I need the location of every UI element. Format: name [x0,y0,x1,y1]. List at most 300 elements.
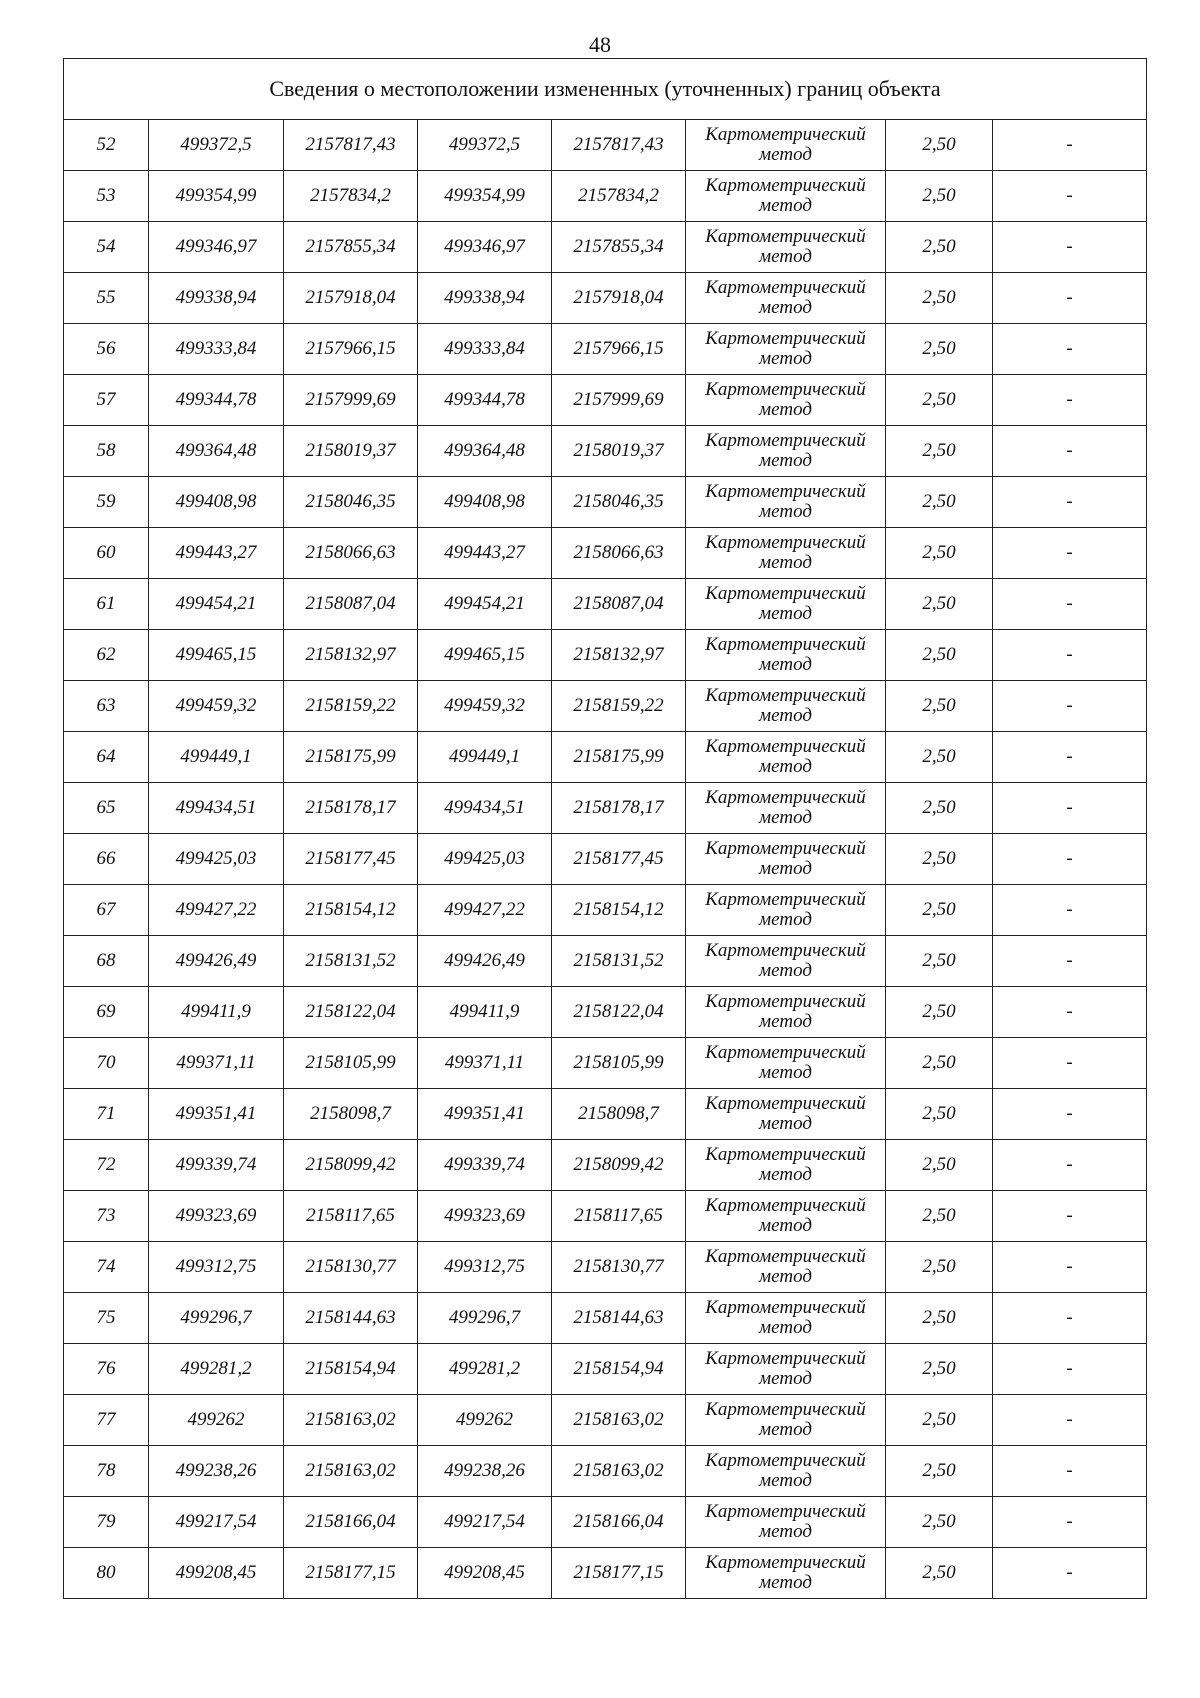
table-row [64,987,1147,1038]
y-new-cell: 2158087,04 [552,579,686,630]
note-cell: - [993,579,1147,630]
method-cell [686,1446,886,1497]
y-existing-cell: 2158178,17 [284,783,418,834]
y-existing-cell: 2158046,35 [284,477,418,528]
method-cell [686,1497,886,1548]
method-cell [686,1038,886,1089]
point-number-cell: 68 [64,936,149,987]
accuracy-cell: 2,50 [886,426,993,477]
method-line-2: метод [759,501,812,522]
accuracy-cell: 2,50 [886,171,993,222]
method-cell [686,171,886,222]
table-row [64,885,1147,936]
note-cell: - [993,1140,1147,1191]
method-line-2: метод [759,654,812,675]
x-new-cell: 499371,11 [418,1038,552,1089]
note-cell: - [993,1344,1147,1395]
x-new-cell: 499351,41 [418,1089,552,1140]
x-new-cell: 499425,03 [418,834,552,885]
table-row [64,1038,1147,1089]
x-new-cell: 499364,48 [418,426,552,477]
page-number: 48 [589,32,611,57]
method-cell [686,1140,886,1191]
table-row [64,324,1147,375]
method-line-2: метод [759,1062,812,1083]
method-cell [686,987,886,1038]
x-existing-cell: 499344,78 [149,375,284,426]
table-title: Сведения о местоположении измененных (уточненных) границ объекта [64,59,1147,120]
table-row [64,528,1147,579]
point-number-cell: 75 [64,1293,149,1344]
y-new-cell: 2158163,02 [552,1395,686,1446]
x-new-cell: 499346,97 [418,222,552,273]
table-row [64,1293,1147,1344]
accuracy-cell: 2,50 [886,528,993,579]
method-line-1: Картометрический [705,685,866,706]
y-new-cell: 2157855,34 [552,222,686,273]
y-new-cell: 2157918,04 [552,273,686,324]
y-new-cell: 2158166,04 [552,1497,686,1548]
note-cell: - [993,885,1147,936]
y-existing-cell: 2158177,45 [284,834,418,885]
table-row [64,783,1147,834]
method-line-2: метод [759,1572,812,1593]
table-row [64,630,1147,681]
point-number-cell: 53 [64,171,149,222]
table-row [64,1089,1147,1140]
x-existing-cell: 499459,32 [149,681,284,732]
accuracy-cell: 2,50 [886,324,993,375]
point-number-cell: 52 [64,120,149,171]
method-line-1: Картометрический [705,583,866,604]
method-line-1: Картометрический [705,1348,866,1369]
method-line-2: метод [759,1317,812,1338]
accuracy-cell: 2,50 [886,1242,993,1293]
method-line-2: метод [759,144,812,165]
x-new-cell: 499281,2 [418,1344,552,1395]
method-line-1: Картометрический [705,991,866,1012]
x-new-cell: 499426,49 [418,936,552,987]
y-new-cell: 2158175,99 [552,732,686,783]
x-new-cell: 499208,45 [418,1548,552,1599]
y-existing-cell: 2157966,15 [284,324,418,375]
y-existing-cell: 2158130,77 [284,1242,418,1293]
y-existing-cell: 2157817,43 [284,120,418,171]
method-line-1: Картометрический [705,1093,866,1114]
x-new-cell: 499217,54 [418,1497,552,1548]
x-new-cell: 499465,15 [418,630,552,681]
y-existing-cell: 2158099,42 [284,1140,418,1191]
method-line-1: Картометрический [705,889,866,910]
method-line-2: метод [759,960,812,981]
method-line-1: Картометрический [705,1399,866,1420]
table-row [64,222,1147,273]
point-number-cell: 56 [64,324,149,375]
x-new-cell: 499344,78 [418,375,552,426]
note-cell: - [993,324,1147,375]
method-line-1: Картометрический [705,634,866,655]
accuracy-cell: 2,50 [886,783,993,834]
table-row [64,1344,1147,1395]
accuracy-cell: 2,50 [886,1548,993,1599]
method-line-2: метод [759,246,812,267]
method-line-2: метод [759,1266,812,1287]
y-new-cell: 2158177,15 [552,1548,686,1599]
accuracy-cell: 2,50 [886,1395,993,1446]
x-existing-cell: 499425,03 [149,834,284,885]
x-existing-cell: 499262 [149,1395,284,1446]
x-existing-cell: 499333,84 [149,324,284,375]
x-existing-cell: 499364,48 [149,426,284,477]
x-existing-cell: 499351,41 [149,1089,284,1140]
note-cell: - [993,987,1147,1038]
method-cell [686,1344,886,1395]
x-existing-cell: 499338,94 [149,273,284,324]
method-line-1: Картометрический [705,430,866,451]
x-new-cell: 499449,1 [418,732,552,783]
method-cell [686,885,886,936]
x-existing-cell: 499372,5 [149,120,284,171]
x-existing-cell: 499454,21 [149,579,284,630]
method-line-1: Картометрический [705,1450,866,1471]
method-line-1: Картометрический [705,277,866,298]
note-cell: - [993,630,1147,681]
method-line-2: метод [759,756,812,777]
point-number-cell: 55 [64,273,149,324]
y-new-cell: 2158144,63 [552,1293,686,1344]
note-cell: - [993,477,1147,528]
x-existing-cell: 499323,69 [149,1191,284,1242]
method-cell [686,528,886,579]
point-number-cell: 78 [64,1446,149,1497]
method-cell [686,1548,886,1599]
x-new-cell: 499323,69 [418,1191,552,1242]
table-row [64,579,1147,630]
point-number-cell: 63 [64,681,149,732]
y-new-cell: 2158178,17 [552,783,686,834]
point-number-cell: 74 [64,1242,149,1293]
accuracy-cell: 2,50 [886,987,993,1038]
table-row [64,375,1147,426]
accuracy-cell: 2,50 [886,1089,993,1140]
method-line-1: Картометрический [705,736,866,757]
table-row [64,1140,1147,1191]
point-number-cell: 61 [64,579,149,630]
y-existing-cell: 2158175,99 [284,732,418,783]
method-cell [686,1293,886,1344]
y-existing-cell: 2158163,02 [284,1446,418,1497]
y-new-cell: 2158105,99 [552,1038,686,1089]
y-existing-cell: 2158087,04 [284,579,418,630]
y-new-cell: 2158019,37 [552,426,686,477]
x-existing-cell: 499296,7 [149,1293,284,1344]
x-new-cell: 499408,98 [418,477,552,528]
x-existing-cell: 499208,45 [149,1548,284,1599]
point-number-cell: 79 [64,1497,149,1548]
x-new-cell: 499354,99 [418,171,552,222]
y-existing-cell: 2158177,15 [284,1548,418,1599]
note-cell: - [993,120,1147,171]
method-line-2: метод [759,909,812,930]
note-cell: - [993,528,1147,579]
method-line-2: метод [759,807,812,828]
method-cell [686,579,886,630]
method-line-1: Картометрический [705,328,866,349]
method-cell [686,936,886,987]
note-cell: - [993,171,1147,222]
table-title-row [64,59,1147,120]
method-line-1: Картометрический [705,838,866,859]
accuracy-cell: 2,50 [886,273,993,324]
y-new-cell: 2158132,97 [552,630,686,681]
y-existing-cell: 2158131,52 [284,936,418,987]
table-row [64,273,1147,324]
point-number-cell: 66 [64,834,149,885]
y-new-cell: 2158099,42 [552,1140,686,1191]
method-line-1: Картометрический [705,532,866,553]
note-cell: - [993,375,1147,426]
y-existing-cell: 2158144,63 [284,1293,418,1344]
method-line-2: метод [759,1419,812,1440]
method-line-2: метод [759,1521,812,1542]
table-body [64,59,1147,1599]
method-cell [686,783,886,834]
y-existing-cell: 2158122,04 [284,987,418,1038]
method-line-2: метод [759,450,812,471]
table-row [64,1242,1147,1293]
method-cell [686,1242,886,1293]
method-line-2: метод [759,705,812,726]
x-existing-cell: 499434,51 [149,783,284,834]
accuracy-cell: 2,50 [886,579,993,630]
accuracy-cell: 2,50 [886,1344,993,1395]
table-row [64,834,1147,885]
method-line-2: метод [759,1470,812,1491]
accuracy-cell: 2,50 [886,1446,993,1497]
method-cell [686,1191,886,1242]
x-existing-cell: 499426,49 [149,936,284,987]
x-existing-cell: 499408,98 [149,477,284,528]
y-new-cell: 2158154,94 [552,1344,686,1395]
x-new-cell: 499372,5 [418,120,552,171]
point-number-cell: 59 [64,477,149,528]
method-cell [686,477,886,528]
y-existing-cell: 2158154,94 [284,1344,418,1395]
y-new-cell: 2158130,77 [552,1242,686,1293]
point-number-cell: 60 [64,528,149,579]
y-existing-cell: 2158019,37 [284,426,418,477]
accuracy-cell: 2,50 [886,1140,993,1191]
accuracy-cell: 2,50 [886,1038,993,1089]
method-line-1: Картометрический [705,940,866,961]
table-row [64,426,1147,477]
method-line-1: Картометрический [705,1246,866,1267]
point-number-cell: 65 [64,783,149,834]
table-row [64,732,1147,783]
method-line-1: Картометрический [705,1195,866,1216]
table-row [64,171,1147,222]
x-new-cell: 499454,21 [418,579,552,630]
accuracy-cell: 2,50 [886,477,993,528]
method-line-1: Картометрический [705,124,866,145]
method-line-2: метод [759,1215,812,1236]
point-number-cell: 64 [64,732,149,783]
accuracy-cell: 2,50 [886,885,993,936]
x-existing-cell: 499427,22 [149,885,284,936]
method-line-1: Картометрический [705,1297,866,1318]
y-existing-cell: 2157855,34 [284,222,418,273]
y-new-cell: 2158163,02 [552,1446,686,1497]
y-new-cell: 2158159,22 [552,681,686,732]
x-existing-cell: 499465,15 [149,630,284,681]
note-cell: - [993,1242,1147,1293]
point-number-cell: 54 [64,222,149,273]
method-line-1: Картометрический [705,481,866,502]
x-new-cell: 499459,32 [418,681,552,732]
y-new-cell: 2158122,04 [552,987,686,1038]
y-new-cell: 2157999,69 [552,375,686,426]
accuracy-cell: 2,50 [886,375,993,426]
table-row [64,1497,1147,1548]
note-cell: - [993,426,1147,477]
y-existing-cell: 2158166,04 [284,1497,418,1548]
note-cell: - [993,273,1147,324]
note-cell: - [993,1089,1147,1140]
x-new-cell: 499262 [418,1395,552,1446]
x-new-cell: 499443,27 [418,528,552,579]
y-existing-cell: 2158098,7 [284,1089,418,1140]
x-new-cell: 499333,84 [418,324,552,375]
table-row [64,1548,1147,1599]
x-new-cell: 499338,94 [418,273,552,324]
note-cell: - [993,783,1147,834]
point-number-cell: 69 [64,987,149,1038]
x-existing-cell: 499411,9 [149,987,284,1038]
method-line-1: Картометрический [705,379,866,400]
y-existing-cell: 2158154,12 [284,885,418,936]
method-cell [686,834,886,885]
y-new-cell: 2157834,2 [552,171,686,222]
point-number-cell: 58 [64,426,149,477]
point-number-cell: 76 [64,1344,149,1395]
method-line-1: Картометрический [705,175,866,196]
method-line-2: метод [759,348,812,369]
y-new-cell: 2158117,65 [552,1191,686,1242]
y-existing-cell: 2157918,04 [284,273,418,324]
y-existing-cell: 2158117,65 [284,1191,418,1242]
y-new-cell: 2158098,7 [552,1089,686,1140]
y-existing-cell: 2158159,22 [284,681,418,732]
note-cell: - [993,1548,1147,1599]
x-existing-cell: 499449,1 [149,732,284,783]
x-new-cell: 499238,26 [418,1446,552,1497]
point-number-cell: 73 [64,1191,149,1242]
y-existing-cell: 2158105,99 [284,1038,418,1089]
point-number-cell: 72 [64,1140,149,1191]
x-existing-cell: 499217,54 [149,1497,284,1548]
accuracy-cell: 2,50 [886,936,993,987]
x-existing-cell: 499354,99 [149,171,284,222]
table-row [64,120,1147,171]
method-line-1: Картометрический [705,1144,866,1165]
method-line-2: метод [759,552,812,573]
accuracy-cell: 2,50 [886,834,993,885]
y-new-cell: 2157966,15 [552,324,686,375]
note-cell: - [993,1446,1147,1497]
method-line-2: метод [759,1011,812,1032]
accuracy-cell: 2,50 [886,1497,993,1548]
x-new-cell: 499434,51 [418,783,552,834]
point-number-cell: 70 [64,1038,149,1089]
accuracy-cell: 2,50 [886,681,993,732]
method-cell [686,324,886,375]
method-cell [686,681,886,732]
x-new-cell: 499411,9 [418,987,552,1038]
note-cell: - [993,1497,1147,1548]
method-cell [686,273,886,324]
x-existing-cell: 499443,27 [149,528,284,579]
point-number-cell: 77 [64,1395,149,1446]
point-number-cell: 71 [64,1089,149,1140]
note-cell: - [993,222,1147,273]
point-number-cell: 57 [64,375,149,426]
note-cell: - [993,834,1147,885]
table-row [64,936,1147,987]
method-line-2: метод [759,603,812,624]
y-existing-cell: 2157834,2 [284,171,418,222]
y-existing-cell: 2158132,97 [284,630,418,681]
method-line-2: метод [759,1113,812,1134]
x-existing-cell: 499281,2 [149,1344,284,1395]
accuracy-cell: 2,50 [886,630,993,681]
table-row [64,681,1147,732]
accuracy-cell: 2,50 [886,120,993,171]
y-new-cell: 2158154,12 [552,885,686,936]
accuracy-cell: 2,50 [886,1293,993,1344]
y-existing-cell: 2158163,02 [284,1395,418,1446]
table-row [64,477,1147,528]
table-row [64,1395,1147,1446]
accuracy-cell: 2,50 [886,732,993,783]
x-existing-cell: 499371,11 [149,1038,284,1089]
y-new-cell: 2158177,45 [552,834,686,885]
method-line-1: Картометрический [705,1042,866,1063]
method-cell [686,1089,886,1140]
note-cell: - [993,732,1147,783]
table-row [64,1446,1147,1497]
method-cell [686,630,886,681]
x-existing-cell: 499238,26 [149,1446,284,1497]
method-line-2: метод [759,1368,812,1389]
method-cell [686,1395,886,1446]
x-new-cell: 499296,7 [418,1293,552,1344]
method-line-2: метод [759,858,812,879]
table-row [64,1191,1147,1242]
method-cell [686,426,886,477]
method-line-2: метод [759,1164,812,1185]
note-cell: - [993,936,1147,987]
method-line-1: Картометрический [705,1501,866,1522]
note-cell: - [993,1038,1147,1089]
x-new-cell: 499427,22 [418,885,552,936]
method-cell [686,375,886,426]
method-cell [686,732,886,783]
method-line-1: Картометрический [705,787,866,808]
x-existing-cell: 499312,75 [149,1242,284,1293]
point-number-cell: 80 [64,1548,149,1599]
y-existing-cell: 2157999,69 [284,375,418,426]
y-new-cell: 2157817,43 [552,120,686,171]
